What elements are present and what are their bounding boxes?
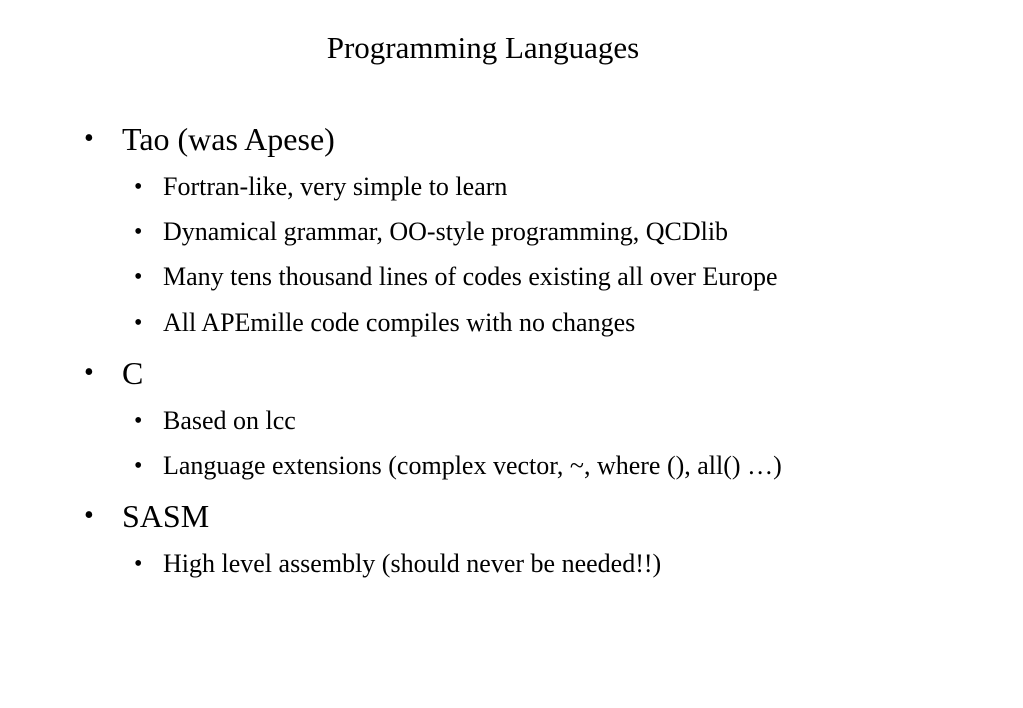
sub-bullet-text: Based on lcc <box>163 406 296 435</box>
sub-bullet-dot: • <box>134 219 143 245</box>
sub-bullet-text: All APEmille code compiles with no changes <box>163 308 636 337</box>
sub-bullet <box>134 307 636 339</box>
bullet-tao <box>84 120 335 158</box>
sub-bullet <box>134 548 662 580</box>
sub-bullet <box>134 261 778 293</box>
sub-bullet-dot: • <box>134 408 143 434</box>
sub-bullet-dot: • <box>134 310 143 336</box>
sub-bullet <box>134 405 296 437</box>
sub-bullet-text: Many tens thousand lines of codes existing all over Europe <box>163 262 778 291</box>
bullet-dot: • <box>84 123 94 154</box>
sub-bullet-text: Dynamical grammar, OO-style programming, QCDlib <box>163 217 729 246</box>
sub-bullet-text: Fortran-like, very simple to learn <box>163 172 508 201</box>
sub-bullet-dot: • <box>134 453 143 479</box>
bullet-dot: • <box>84 357 94 388</box>
bullet-label: C <box>122 355 144 391</box>
slide-title: Programming Languages <box>326 30 640 65</box>
bullet-label: Tao (was Apese) <box>122 121 335 157</box>
sub-bullet <box>134 171 508 203</box>
sub-bullet-text: Language extensions (complex vector, ~, where (), all() …) <box>163 451 782 480</box>
sub-bullet-dot: • <box>134 174 143 200</box>
sub-bullet-text: High level assembly (should never be needed!!) <box>163 549 662 578</box>
bullet-dot: • <box>84 500 94 531</box>
sub-bullet-dot: • <box>134 551 143 577</box>
bullet-label: SASM <box>122 498 210 534</box>
sub-bullet <box>134 216 729 248</box>
sub-bullet-dot: • <box>134 264 143 290</box>
sub-bullet <box>134 450 782 482</box>
bullet-c <box>84 354 144 392</box>
bullet-sasm <box>84 497 210 535</box>
